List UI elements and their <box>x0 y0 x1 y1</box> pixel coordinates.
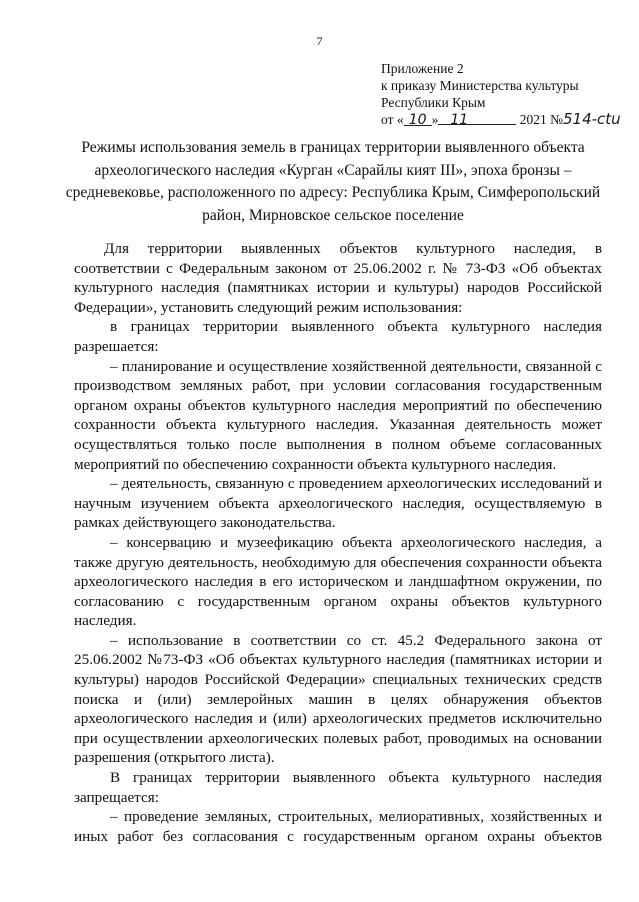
appendix-date-line <box>381 111 631 128</box>
page-number: 7 <box>316 34 323 48</box>
body-line: мероприятий по обеспечению сохранности объекта культурного наследия. <box>74 455 557 473</box>
appendix-line-3: Республики Крым <box>381 95 486 110</box>
body-line: в границах территории выявленного объекта культурного наследия <box>110 318 602 336</box>
document-title <box>60 137 606 227</box>
appendix-line-2: к приказу Министерства культуры <box>381 78 579 93</box>
date-month-handwritten: 11 <box>438 112 516 125</box>
body-line: наследия. <box>74 612 137 630</box>
body-line: производством земляных работ, при условии согласования государственным <box>74 377 602 395</box>
body-line: соответствии с Федеральным законом от 25.06.2002 г. № 73-ФЗ «Об объектах <box>74 259 602 277</box>
body-line: разрешения (открытого листа). <box>74 749 275 767</box>
body-line: – консервацию и музеефикацию объекта археологического наследия, а <box>110 533 602 551</box>
body-line: – планирование и осуществление хозяйственной деятельности, связанной с <box>110 357 602 375</box>
date-year: 2021 № <box>519 112 563 127</box>
body-line: археологического наследия в его историческом и ландшафтном окружении, по <box>74 573 602 591</box>
body-line: культуры) народов Российской Федерации» специальных технических средств <box>74 671 602 689</box>
body-line: Для территории выявленных объектов культурного наследия, в <box>104 240 602 257</box>
body-line: согласованию с государственным органом охраны объектов культурного <box>74 592 602 610</box>
title-line: археологического наследия «Курган «Сарайлы кият III», эпоха бронзы – <box>94 161 572 179</box>
title-line: средневековье, расположенного по адресу: Республика Крым, Симферопольский <box>65 184 601 201</box>
appendix-header <box>381 60 631 128</box>
body-line: научным изучением объекта археологического наследия, осуществляемую в <box>74 494 602 512</box>
title-line: район, Мирновское сельское поселение <box>202 206 464 224</box>
body-line: рамках действующего законодательства. <box>74 514 336 532</box>
body-line: иных работ без согласования с государственным органом охраны объектов <box>74 827 602 845</box>
body-line: – использование в соответствии со ст. 45.2 Федерального закона от <box>110 631 602 649</box>
body-line: также другую деятельность, необходимую для обеспечения сохранности объекта <box>74 553 602 571</box>
body-line: культурного наследия (памятниках истории и культуры) народов Российской <box>74 279 602 297</box>
body-line: поиска и (или) землеройных машин в целях обнаружения объектов <box>74 690 602 708</box>
body-line: – деятельность, связанную с проведением археологических исследований и <box>110 475 602 493</box>
order-number-handwritten: 514-ctu <box>563 110 621 128</box>
body-line: при осуществлении археологических полевых работ, проводимых на основании <box>74 729 602 747</box>
body-line: органом охраны объектов культурного наследия мероприятий по обеспечению <box>74 396 602 414</box>
body-line: В границах территории выявленного объекта культурного наследия <box>110 769 602 787</box>
appendix-line-1: Приложение 2 <box>381 61 464 76</box>
body-line: – проведение земляных, строительных, мелиоративных, хозяйственных и <box>110 808 602 826</box>
date-prefix: от « <box>381 112 404 127</box>
title-line: Режимы использования земель в границах территории выявленного объекта <box>81 139 585 156</box>
body-line: запрещается: <box>74 788 159 806</box>
body-line: археологического наследия и (или) археологических предметов исключительно <box>74 710 602 728</box>
date-mid: » <box>431 112 439 127</box>
date-day-handwritten: 10 <box>404 112 432 126</box>
body-line: 25.06.2002 №73-ФЗ «Об объектах культурного наследия (памятниках истории и <box>74 651 602 669</box>
body-line: Федерации», установить следующий режим использования: <box>74 298 463 316</box>
body-line: сохранности объекта культурного наследия. Указанная деятельность может <box>74 416 602 434</box>
body-line: разрешается: <box>74 337 159 355</box>
document-body <box>74 239 602 846</box>
body-line: осуществляться только после выполнения в полном объеме согласованных <box>74 435 602 453</box>
